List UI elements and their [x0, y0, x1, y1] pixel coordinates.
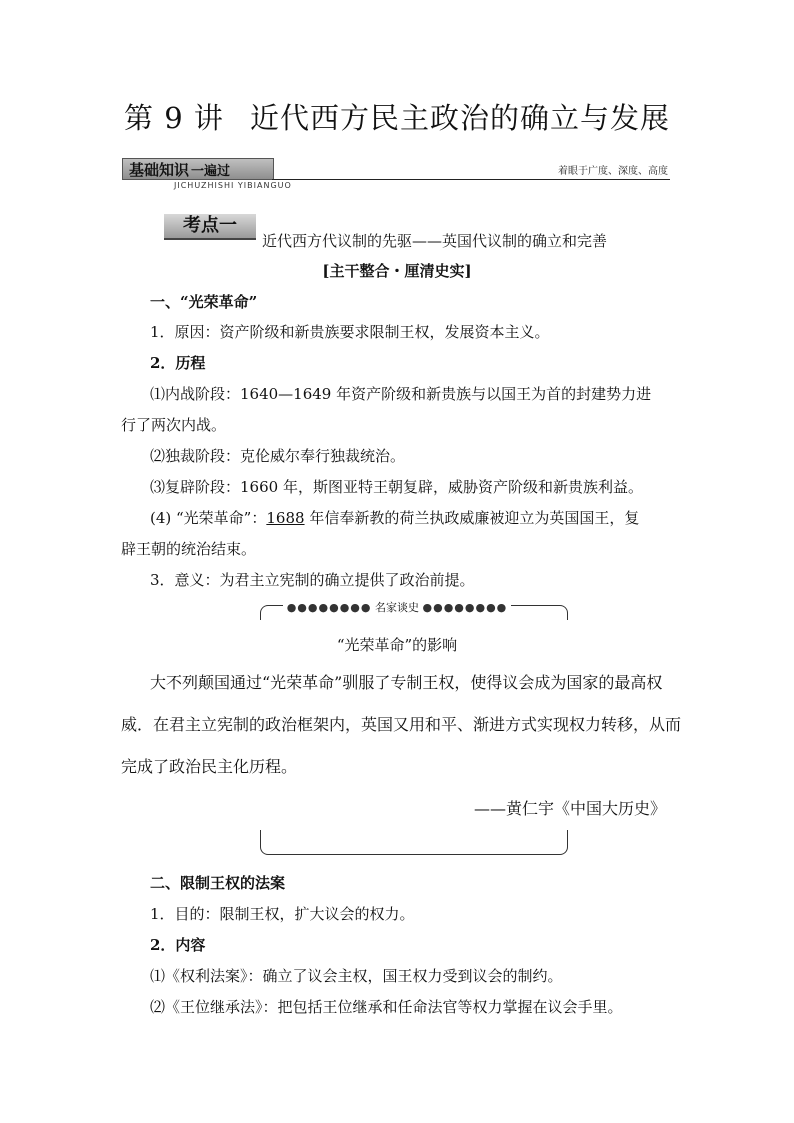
kaodian-subtitle: [主干整合・厘清史实]	[322, 262, 472, 280]
paragraph: 1．原因：资产阶级和新贵族要求限制王权，发展资本主义。	[150, 323, 550, 341]
quote-source: ——黄仁宇《中国大历史》	[474, 799, 667, 818]
section-heading-2: 二、限制王权的法案	[150, 874, 286, 892]
paragraph: 1．目的：限制王权，扩大议会的权力。	[150, 905, 415, 923]
paragraph: ⑴《权利法案》：确立了议会主权，国王权力受到议会的制约。	[150, 967, 563, 985]
quote-box-bottom	[260, 830, 568, 855]
paragraph: ⑴内战阶段：1640—1649 年资产阶级和新贵族与以国王为首的封建势力进	[150, 385, 652, 403]
banner-rule	[272, 179, 670, 180]
quote-label-text: 名家谈史	[375, 601, 419, 614]
kaodian-title: 近代西方代议制的先驱——英国代议制的确立和完善	[262, 232, 608, 250]
quote-line: 完成了政治民主化历程。	[121, 757, 298, 776]
lesson-number: 第 9 讲	[124, 101, 224, 135]
paragraph: ⑶复辟阶段：1660 年，斯图亚特王朝复辟，威胁资产阶级和新贵族利益。	[150, 478, 643, 496]
banner-slogan: 着眼于广度、深度、高度	[558, 166, 668, 177]
banner-tab-main: 基础知识	[129, 160, 190, 179]
paragraph: 2．内容	[150, 936, 206, 954]
banner-tab-sub: 一遍过	[191, 163, 231, 179]
banner-tab	[122, 158, 274, 180]
paragraph: 行了两次内战。	[121, 416, 227, 434]
paragraph: ⑵独裁阶段：克伦威尔奉行独裁统治。	[150, 447, 406, 465]
paragraph-rest: 年信奉新教的荷兰执政威廉被迎立为英国国王，复	[304, 509, 640, 527]
kaodian-badge: 考点一	[164, 214, 256, 240]
underlined-year: 1688	[266, 509, 305, 527]
paragraph: ⑵《王位继承法》：把包括王位继承和任命法官等权力掌握在议会手里。	[150, 998, 623, 1016]
paragraph: 2．历程	[150, 354, 206, 372]
quote-line: 威．在君主立宪制的政治框架内，英国又用和平、渐进方式实现权力转移，从而	[121, 715, 682, 734]
quote-line: 大不列颠国通过“光荣革命”驯服了专制王权，使得议会成为国家的最高权	[150, 673, 663, 692]
paragraph-prefix: (4) “光荣革命”：	[150, 509, 267, 527]
section-banner	[122, 158, 670, 192]
paragraph: 3．意义：为君主立宪制的确立提供了政治前提。	[150, 571, 475, 589]
page-title	[0, 96, 794, 137]
section-heading-1: 一、“光荣革命”	[150, 293, 258, 311]
quote-title: “光荣革命”的影响	[336, 636, 458, 654]
paragraph	[150, 508, 639, 528]
quote-label: ●●●●●●●● 名家谈史 ●●●●●●●●	[0, 599, 794, 615]
lesson-title: 近代西方民主政治的确立与发展	[249, 101, 670, 135]
paragraph: 辟王朝的统治结束。	[121, 540, 257, 558]
banner-pinyin: JICHUZHISHI YIBIANGUO	[174, 181, 292, 190]
